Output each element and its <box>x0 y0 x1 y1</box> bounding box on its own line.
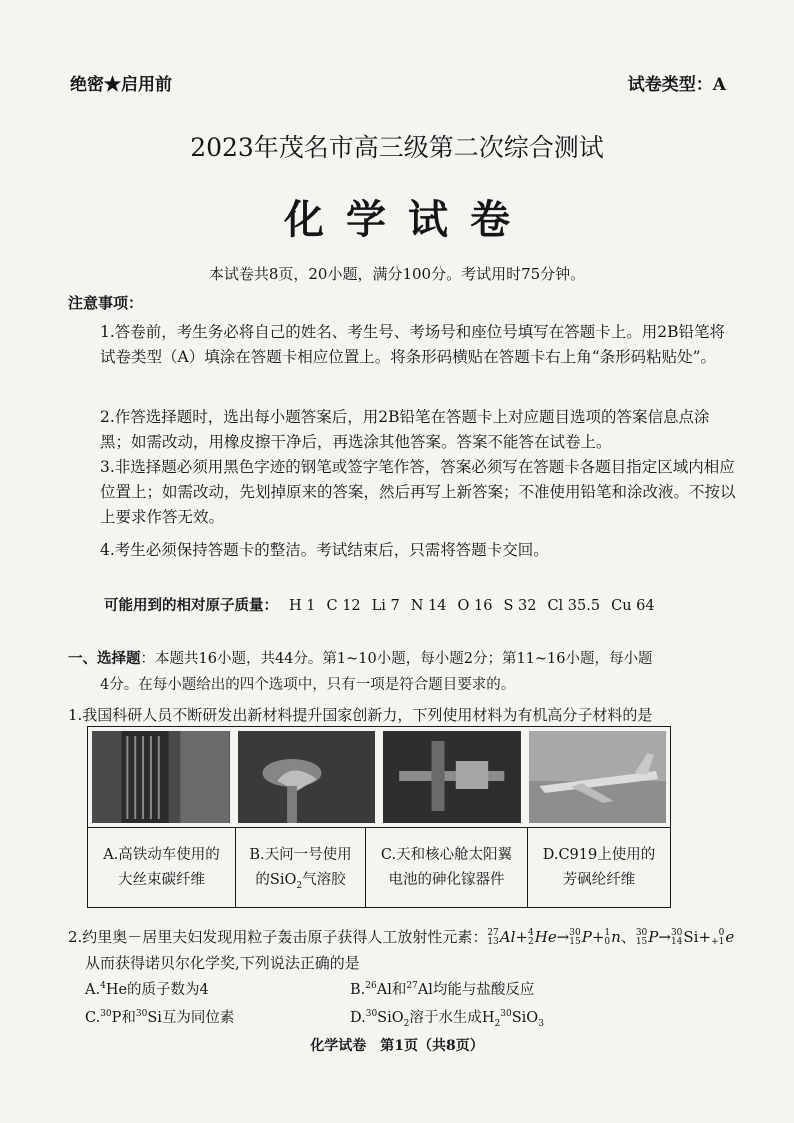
question-1-stem: 1.我国科研人员不断研发出新材料提升国家创新力，下列使用材料为有机高分子材料的是 <box>68 706 653 724</box>
atomic-mass-value: S 32 <box>503 598 537 614</box>
option-c-line1: C.天和核心舱太阳翼 <box>380 847 513 863</box>
option-d-line2: 芳砜纶纤维 <box>562 872 636 888</box>
question-2-option-c: C.$^{30}$P和$^{30}$Si互为同位素 <box>85 1009 235 1026</box>
notes-heading: 注意事项： <box>68 294 144 312</box>
option-b <box>236 828 366 907</box>
option-d <box>528 828 670 907</box>
atomic-masses <box>104 594 655 615</box>
option-c-line2: 电池的砷化镓器件 <box>388 872 505 888</box>
section-instructions <box>68 646 718 698</box>
atomic-mass-value: O 16 <box>457 598 493 614</box>
section-desc-line1: ：本题共16小题，共44分。第1~10小题，每小题2分；第11~16小题，每小题 <box>140 651 653 667</box>
carbon-fiber-photo <box>92 731 230 823</box>
note-item-1: 1.答卷前，考生务必将自己的姓名、考生号、考场号和座位号填写在答题卡上。用2B铅笔将试卷类型（A）填涂在答题卡相应位置上。将条形码横贴在答题卡右上角“条形码粘贴处”。 <box>100 323 726 366</box>
question-1-table <box>87 726 671 908</box>
option-a-line1: A.高铁动车使用的 <box>103 847 220 863</box>
option-b-line1: B.天问一号使用 <box>249 847 352 863</box>
space-station-photo <box>383 731 521 823</box>
atomic-mass-value: C 12 <box>326 598 361 614</box>
question-1-options <box>88 827 670 907</box>
atomic-masses-label: 可能用到的相对原子质量： <box>104 598 278 614</box>
section-title: 一、选择题 <box>68 650 141 667</box>
aerogel-photo <box>238 731 376 823</box>
note-item-3: 3.非选择题必须用黑色字迹的钢笔或签字笔作答，答案必须写在答题卡各题目指定区域内相应位置上；如需改动，先划掉原来的答案，然后再写上新答案；不准使用铅笔和涂改液。不按以上要求作答无效。 <box>100 458 736 526</box>
question-2-option-d: D.$^{30}$SiO$_2$溶于水生成$H_2^{30}SiO_3$ <box>350 1009 544 1029</box>
question-2-option-b: B.$^{26}$Al和$^{27}$Al均能与盐酸反应 <box>350 981 535 998</box>
note-item-4: 4.考生必须保持答题卡的整洁。考试结束后，只需将答题卡交回。 <box>100 541 549 559</box>
section-desc-line2: 4分。在每小题给出的四个选项中，只有一项是符合题目要求的。 <box>100 677 516 693</box>
question-2-option-a: A.$^4$He的质子数为4 <box>85 981 209 998</box>
option-d-line1: D.C919上使用的 <box>542 847 656 863</box>
option-c <box>366 828 528 907</box>
exam-title: 2023年茂名市高三级第二次综合测试 <box>190 133 604 162</box>
paper-type-label: 试卷类型：A <box>627 75 726 95</box>
option-a <box>88 828 236 907</box>
question-1-images <box>88 727 670 827</box>
option-b-line2: 的SiO$_2$气溶胶 <box>255 872 346 891</box>
note-item-2: 2.作答选择题时，选出每小题答案后，用2B铅笔在答题卡上对应题目选项的答案信息点涂黑；如需改动，用橡皮擦干净后，再选涂其他答案。答案不能答在试卷上。 <box>100 408 710 451</box>
confidential-label: 绝密★启用前 <box>70 75 172 95</box>
atomic-mass-value: H 1 <box>289 598 316 614</box>
exam-info: 本试卷共8页，20小题，满分100分。考试用时75分钟。 <box>208 265 586 283</box>
subject-title: 化学试卷 <box>284 196 532 243</box>
atomic-mass-value: N 14 <box>410 598 447 614</box>
question-2-stem <box>68 924 748 950</box>
c919-aircraft-photo <box>529 731 667 823</box>
question-2-stem-line2: 从而获得诺贝尔化学奖,下列说法正确的是 <box>85 954 360 972</box>
question-2-stem-text: 2.约里奥－居里夫妇发现用粒子轰击原子获得人工放射性元素： <box>68 928 488 946</box>
atomic-mass-value: Li 7 <box>371 598 400 614</box>
nuclear-equation: 27 13 Al+ 4 2 He→ 30 15 P+ 1 0 n、 30 15 P→ 30 14 Si+ 0 +1 e <box>487 928 735 947</box>
atomic-mass-value: Cu 64 <box>611 598 655 614</box>
atomic-mass-value: Cl 35.5 <box>547 598 601 614</box>
option-a-line2: 大丝束碳纤维 <box>118 872 205 888</box>
page-footer: 化学试卷 第1页（共8页） <box>310 1038 484 1054</box>
